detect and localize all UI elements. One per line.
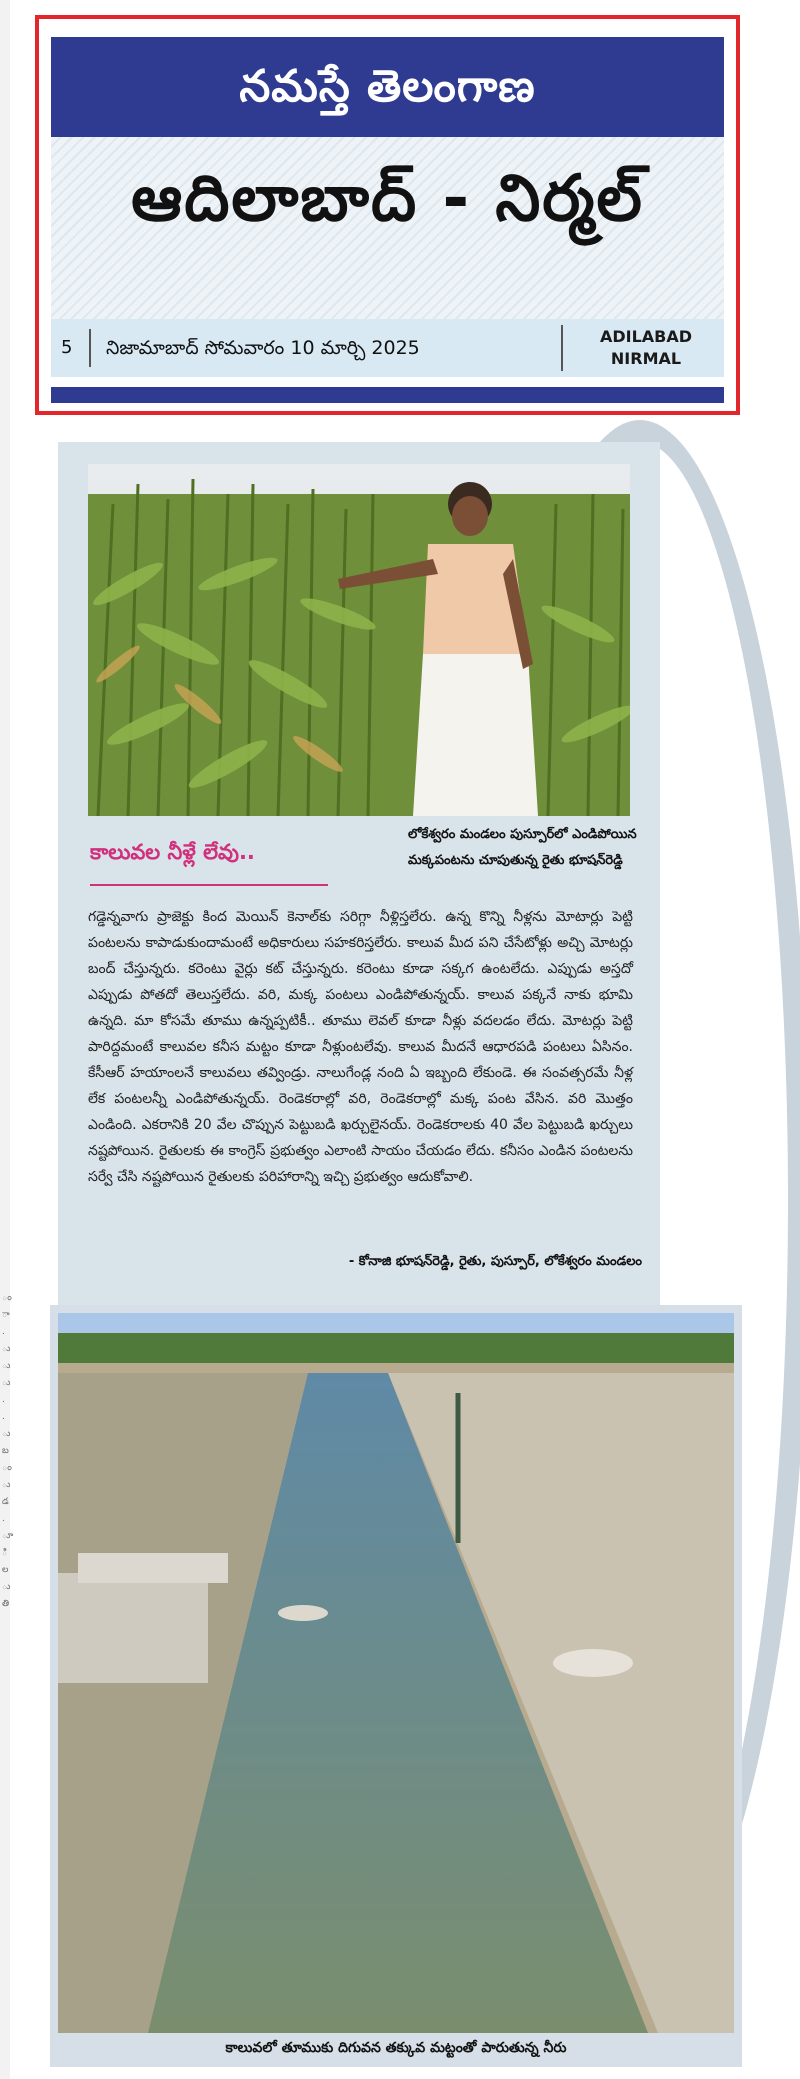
farmer-maize-photo: [88, 464, 630, 816]
edition-band: [51, 137, 724, 327]
masthead: [35, 15, 740, 415]
edition-english-line1: ADILABAD: [599, 327, 693, 346]
story-byline: - కోనాజి భూషన్‌రెడ్డి, రైతు, పుస్పూర్, లోకేశ్వరం మండలం: [348, 1254, 642, 1269]
photo2-caption: కాలువలో తూముకు దిగువన తక్కువ మట్టంతో పారుతున్న నీరు: [225, 2040, 567, 2056]
story-body: గడ్డెన్నవాగు ప్రాజెక్టు కింద మెయిన్ కెనాల్‌కు సరిగ్గా నీళ్లిస్తలేరు. ఉన్న కొన్ని నీళ్లను మోటార్లు పెట్టి పంటలను కాపాడుకుందామంటే అధికారులు సహకరిస్తలేరు. కాలువ మీద పని చేసేటోళ్లు అచ్చి మోటర్లు బంద్ చేస్తున్నరు. కరెంటు వైర్లు కట్ చేస్తున్నరు. కరెంటు కూడా సక్కగ ఉంటలేదు. ఎప్పుడు అస్తదో ఎప్పుడు పోతదో తెలుస్తలేదు. వరి, మక్క పంటలు ఎండిపోతున్నయ్. కాలువ పక్కనే నాకు భూమి ఉన్నది. మా కోసమే తూము ఉన్నప్పటికీ.. తూము లెవల్ కూడా నీళ్లు వదలడం లేదు. మోటర్లు పెట్టి పారిద్దమంటే కాలువల కనీస మట్టం కూడా నీళ్లుంటలేవు. కాలువ మీదనే ఆధారపడి పంటలు ఏసినం. కేసీఆర్ హయాంలనే కాలువలు తవ్విండ్రు. నాలుగేండ్ల నంది ఏ ఇబ్బంది లేకుండె. ఈ సంవత్సరమే నీళ్ల లేక పంటలన్నీ ఎండిపోతున్నయ్. రెండెకరాల్లో వరి, రెండెకరాల్లో మక్క పంట వేసిన. వరి మొత్తం ఎండింది. ఎకరానికి 20 వేల చొప్పున పెట్టుబడి ఖర్చులైనయ్. రెండెకరాలకు 40 వేల పెట్టుబడి ఖర్చులు నష్టపోయిన. రైతులకు ఈ కాంగ్రెస్ ప్రభుత్వం ఎలాంటి సాయం చేయడం లేదు. కనీసం ఎండిన పంటలను సర్వే చేసి నష్టపోయిన రైతులకు పరిహారాన్ని ఇచ్చి ప్రభుత్వం ఆదుకోవాలి.: [88, 909, 633, 1185]
story-box: [58, 442, 660, 1308]
story-kicker: కాలువల నీళ్లే లేవు..: [90, 840, 255, 864]
masthead-title-bar: [51, 37, 724, 137]
adjacent-page-strip: [0, 0, 10, 2079]
divider: [561, 325, 563, 371]
paper-name: నమస్తే తెలంగాణ: [239, 61, 536, 112]
divider: [89, 329, 91, 367]
adjacent-column-fragment: ం ా . ు ు ు . . ు బ ం ు డ . ూ ి ల ు తి: [2, 1293, 14, 1609]
edition-english: [576, 326, 716, 370]
edition-english-line2: NIRMAL: [610, 349, 682, 368]
canal-photo-box: [50, 1305, 742, 2067]
masthead-info-bar: [51, 319, 724, 377]
dateline: నిజామాబాద్ సోమవారం 10 మార్చి 2025: [106, 337, 420, 359]
edition-title: ఆదిలాబాద్ - నిర్మల్: [131, 162, 644, 236]
kicker-underline: [90, 884, 328, 886]
canal-photo: [58, 1313, 734, 2033]
page-number: 5: [61, 337, 73, 358]
photo1-caption: లోకేశ్వరం మండలం పుస్పూర్‌లో ఎండిపోయిన మక్కపంటను చూపుతున్న రైతు భూషన్‌రెడ్డి: [408, 827, 637, 868]
masthead-bottom-rule: [51, 387, 724, 403]
